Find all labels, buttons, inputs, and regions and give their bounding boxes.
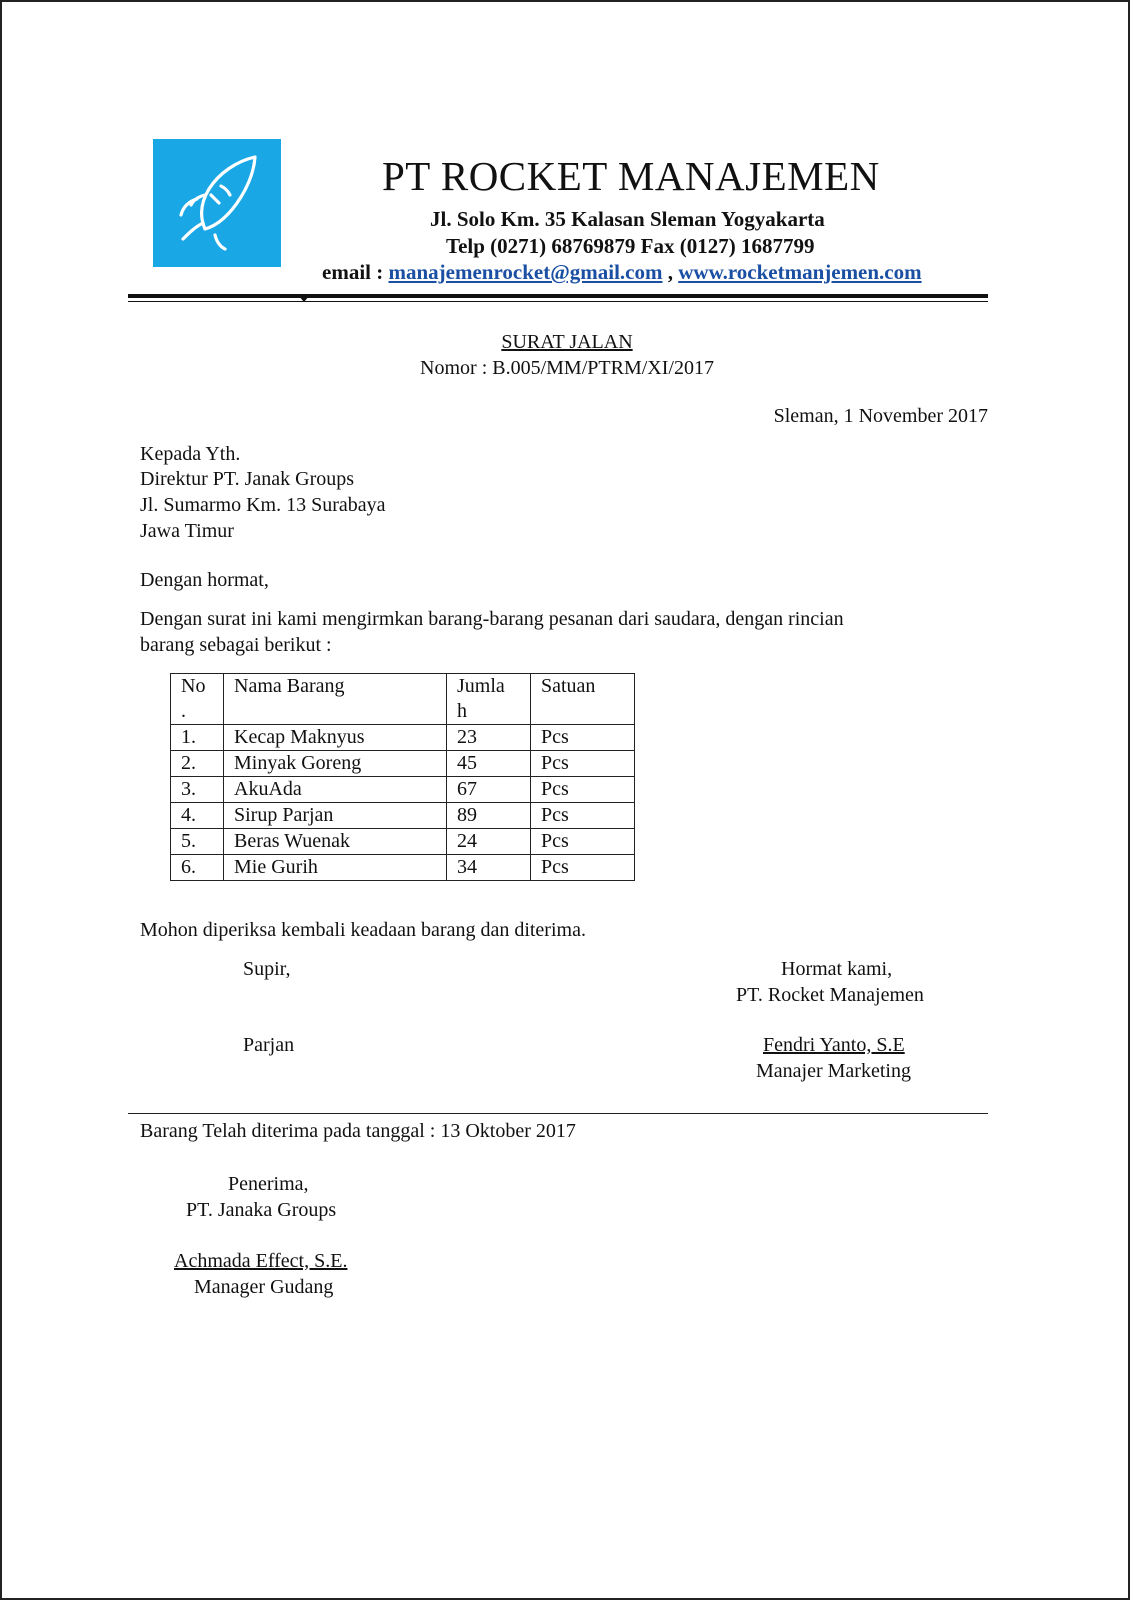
table-row [171, 751, 635, 777]
cell-unit: Pcs [531, 751, 635, 777]
cell-unit: Pcs [531, 803, 635, 829]
contact-separator: , [662, 260, 679, 284]
company-address: Jl. Solo Km. 35 Kalasan Sleman Yogyakarta [430, 207, 825, 231]
cell-qty: 24 [447, 829, 531, 855]
cell-no: 4. [171, 803, 224, 829]
receipt-line: Barang Telah diterima pada tanggal : 13 Oktober 2017 [140, 1120, 576, 1142]
recipient-line-3: Jl. Sumarmo Km. 13 Surabaya [140, 494, 386, 516]
recipient-line-4: Jawa Timur [140, 520, 234, 542]
body-line-2: barang sebagai berikut : [140, 634, 332, 656]
header-no [171, 674, 224, 725]
table-row [171, 829, 635, 855]
header-qty [447, 674, 531, 725]
cell-no: 3. [171, 777, 224, 803]
sender-label: Hormat kami, [781, 958, 893, 980]
cell-unit: Pcs [531, 777, 635, 803]
header-qty-text-2: h [457, 700, 467, 722]
receipt-company: PT. Janaka Groups [186, 1199, 337, 1221]
company-logo [153, 139, 281, 267]
rocket-icon [153, 139, 281, 267]
header-no-text: No [181, 675, 206, 697]
cell-qty: 89 [447, 803, 531, 829]
letterhead-rule-thin [128, 301, 988, 302]
email-link[interactable]: manajemenrocket@gmail.com [388, 260, 663, 284]
company-phone: Telp (0271) 68769879 Fax (0127) 1687799 [446, 234, 815, 258]
closing-line: Mohon diperiksa kembali keadaan barang dan diterima. [140, 919, 586, 941]
greeting: Dengan hormat, [140, 569, 269, 591]
receipt-name: Achmada Effect, S.E. [174, 1250, 348, 1272]
cell-qty: 67 [447, 777, 531, 803]
header-name: Nama Barang [224, 674, 447, 725]
table-row [171, 777, 635, 803]
email-label: email : [322, 260, 389, 284]
cell-name: AkuAda [224, 777, 447, 803]
cell-no: 6. [171, 855, 224, 881]
cell-no: 1. [171, 725, 224, 751]
cell-qty: 34 [447, 855, 531, 881]
company-name: PT ROCKET MANAJEMEN [382, 153, 880, 199]
cell-no: 2. [171, 751, 224, 777]
cell-no: 5. [171, 829, 224, 855]
items-table [170, 673, 635, 881]
contact-line [322, 260, 922, 285]
header-no-text-2: . [181, 700, 186, 722]
body-line-1: Dengan surat ini kami mengirmkan barang-barang pesanan dari saudara, dengan rincian [140, 608, 844, 630]
cell-name: Mie Gurih [224, 855, 447, 881]
table-row [171, 803, 635, 829]
cell-name: Beras Wuenak [224, 829, 447, 855]
cell-unit: Pcs [531, 855, 635, 881]
website-link[interactable]: www.rocketmanjemen.com [678, 260, 922, 284]
cell-qty: 45 [447, 751, 531, 777]
table-row [171, 855, 635, 881]
cell-unit: Pcs [531, 725, 635, 751]
table-header-row [171, 674, 635, 725]
document-title [2, 331, 1132, 354]
document-title-text: SURAT JALAN [501, 331, 633, 353]
sender-title: Manajer Marketing [756, 1060, 911, 1082]
document-number: Nomor : B.005/MM/PTRM/XI/2017 [420, 357, 714, 379]
recipient-line-1: Kepada Yth. [140, 443, 241, 465]
cell-qty: 23 [447, 725, 531, 751]
driver-name: Parjan [243, 1034, 295, 1056]
receipt-label: Penerima, [228, 1173, 309, 1195]
table-row [171, 725, 635, 751]
letterhead-rule-thick [128, 294, 988, 298]
letterhead-rule-notch [298, 295, 310, 302]
cell-unit: Pcs [531, 829, 635, 855]
cell-name: Minyak Goreng [224, 751, 447, 777]
header-unit: Satuan [531, 674, 635, 725]
receipt-divider [128, 1113, 988, 1114]
header-qty-text: Jumla [457, 675, 505, 697]
cell-name: Sirup Parjan [224, 803, 447, 829]
driver-label: Supir, [243, 958, 291, 980]
sender-company: PT. Rocket Manajemen [736, 984, 924, 1006]
letter-date: Sleman, 1 November 2017 [773, 405, 988, 427]
receipt-title: Manager Gudang [194, 1276, 334, 1298]
sender-name: Fendri Yanto, S.E [763, 1034, 905, 1056]
cell-name: Kecap Maknyus [224, 725, 447, 751]
recipient-line-2: Direktur PT. Janak Groups [140, 468, 355, 490]
